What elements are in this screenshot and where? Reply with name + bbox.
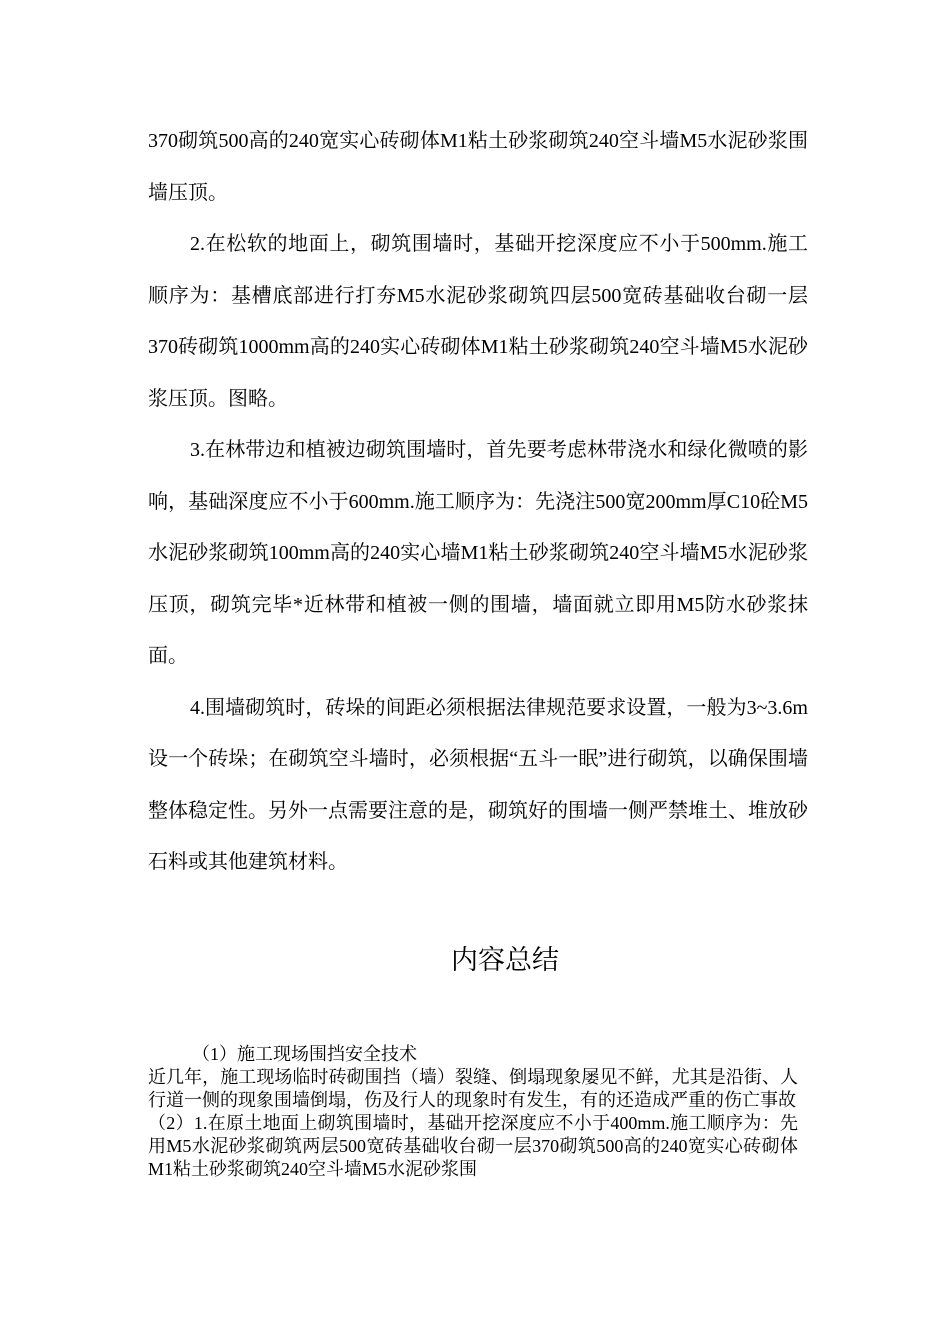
summary-item1-heading: （1）施工现场围挡安全技术 — [192, 1044, 417, 1064]
paragraph-item-4: 4.围墙砌筑时，砖垛的间距必须根据法律规范要求设置，一般为3~3.6m设一个砖垛；在砌筑空斗墙时，必须根据“五斗一眠”进行砌筑，以确保围墙整体稳定性。另外一点需要注意的是，砌筑好的围墙一侧严禁堆土、堆放砂石料或其他建筑材料。 — [148, 696, 808, 873]
paragraph-continuation: 370砌筑500高的240宽实心砖砌体M1粘土砂浆砌筑240空斗墙M5水泥砂浆围墙压顶。 — [148, 130, 808, 204]
summary-item1-body: 近几年，施工现场临时砖砌围挡（墙）裂缝、倒塌现象屡见不鲜，尤其是沿街、人行道一侧的现象围墙倒塌，伤及行人的现象时有发生，有的还造成严重的伤亡事故 — [148, 1067, 798, 1110]
summary-item2-body: （2）1.在原土地面上砌筑围墙时，基础开挖深度应不小于400mm.施工顺序为：先用M5水泥砂浆砌筑两层500宽砖基础收台砌一层370砌筑500高的240宽实心砖砌体M1粘土砂浆砌筑240空斗墙M5水泥砂浆围 — [148, 1113, 798, 1179]
paragraph-item-2: 2.在松软的地面上，砌筑围墙时，基础开挖深度应不小于500mm.施工顺序为：基槽底部进行打夯M5水泥砂浆砌筑四层500宽砖基础收台砌一层370砖砌筑1000mm高的240实心砖砌体M1粘土砂浆砌筑240空斗墙M5水泥砂浆压顶。图略。 — [148, 233, 808, 410]
body-text — [148, 116, 808, 889]
summary-section — [148, 1043, 798, 1181]
summary-title: 内容总结 — [451, 945, 559, 975]
paragraph-item-3: 3.在林带边和植被边砌筑围墙时，首先要考虑林带浇水和绿化微喷的影响，基础深度应不小于600mm.施工顺序为：先浇注500宽200mm厚C10砼M5水泥砂浆砌筑100mm高的240实心墙M1粘土砂浆砌筑240空斗墙M5水泥砂浆压顶，砌筑完毕*近林带和植被一侧的围墙，墙面就立即用M5防水砂浆抹面。 — [148, 439, 808, 667]
